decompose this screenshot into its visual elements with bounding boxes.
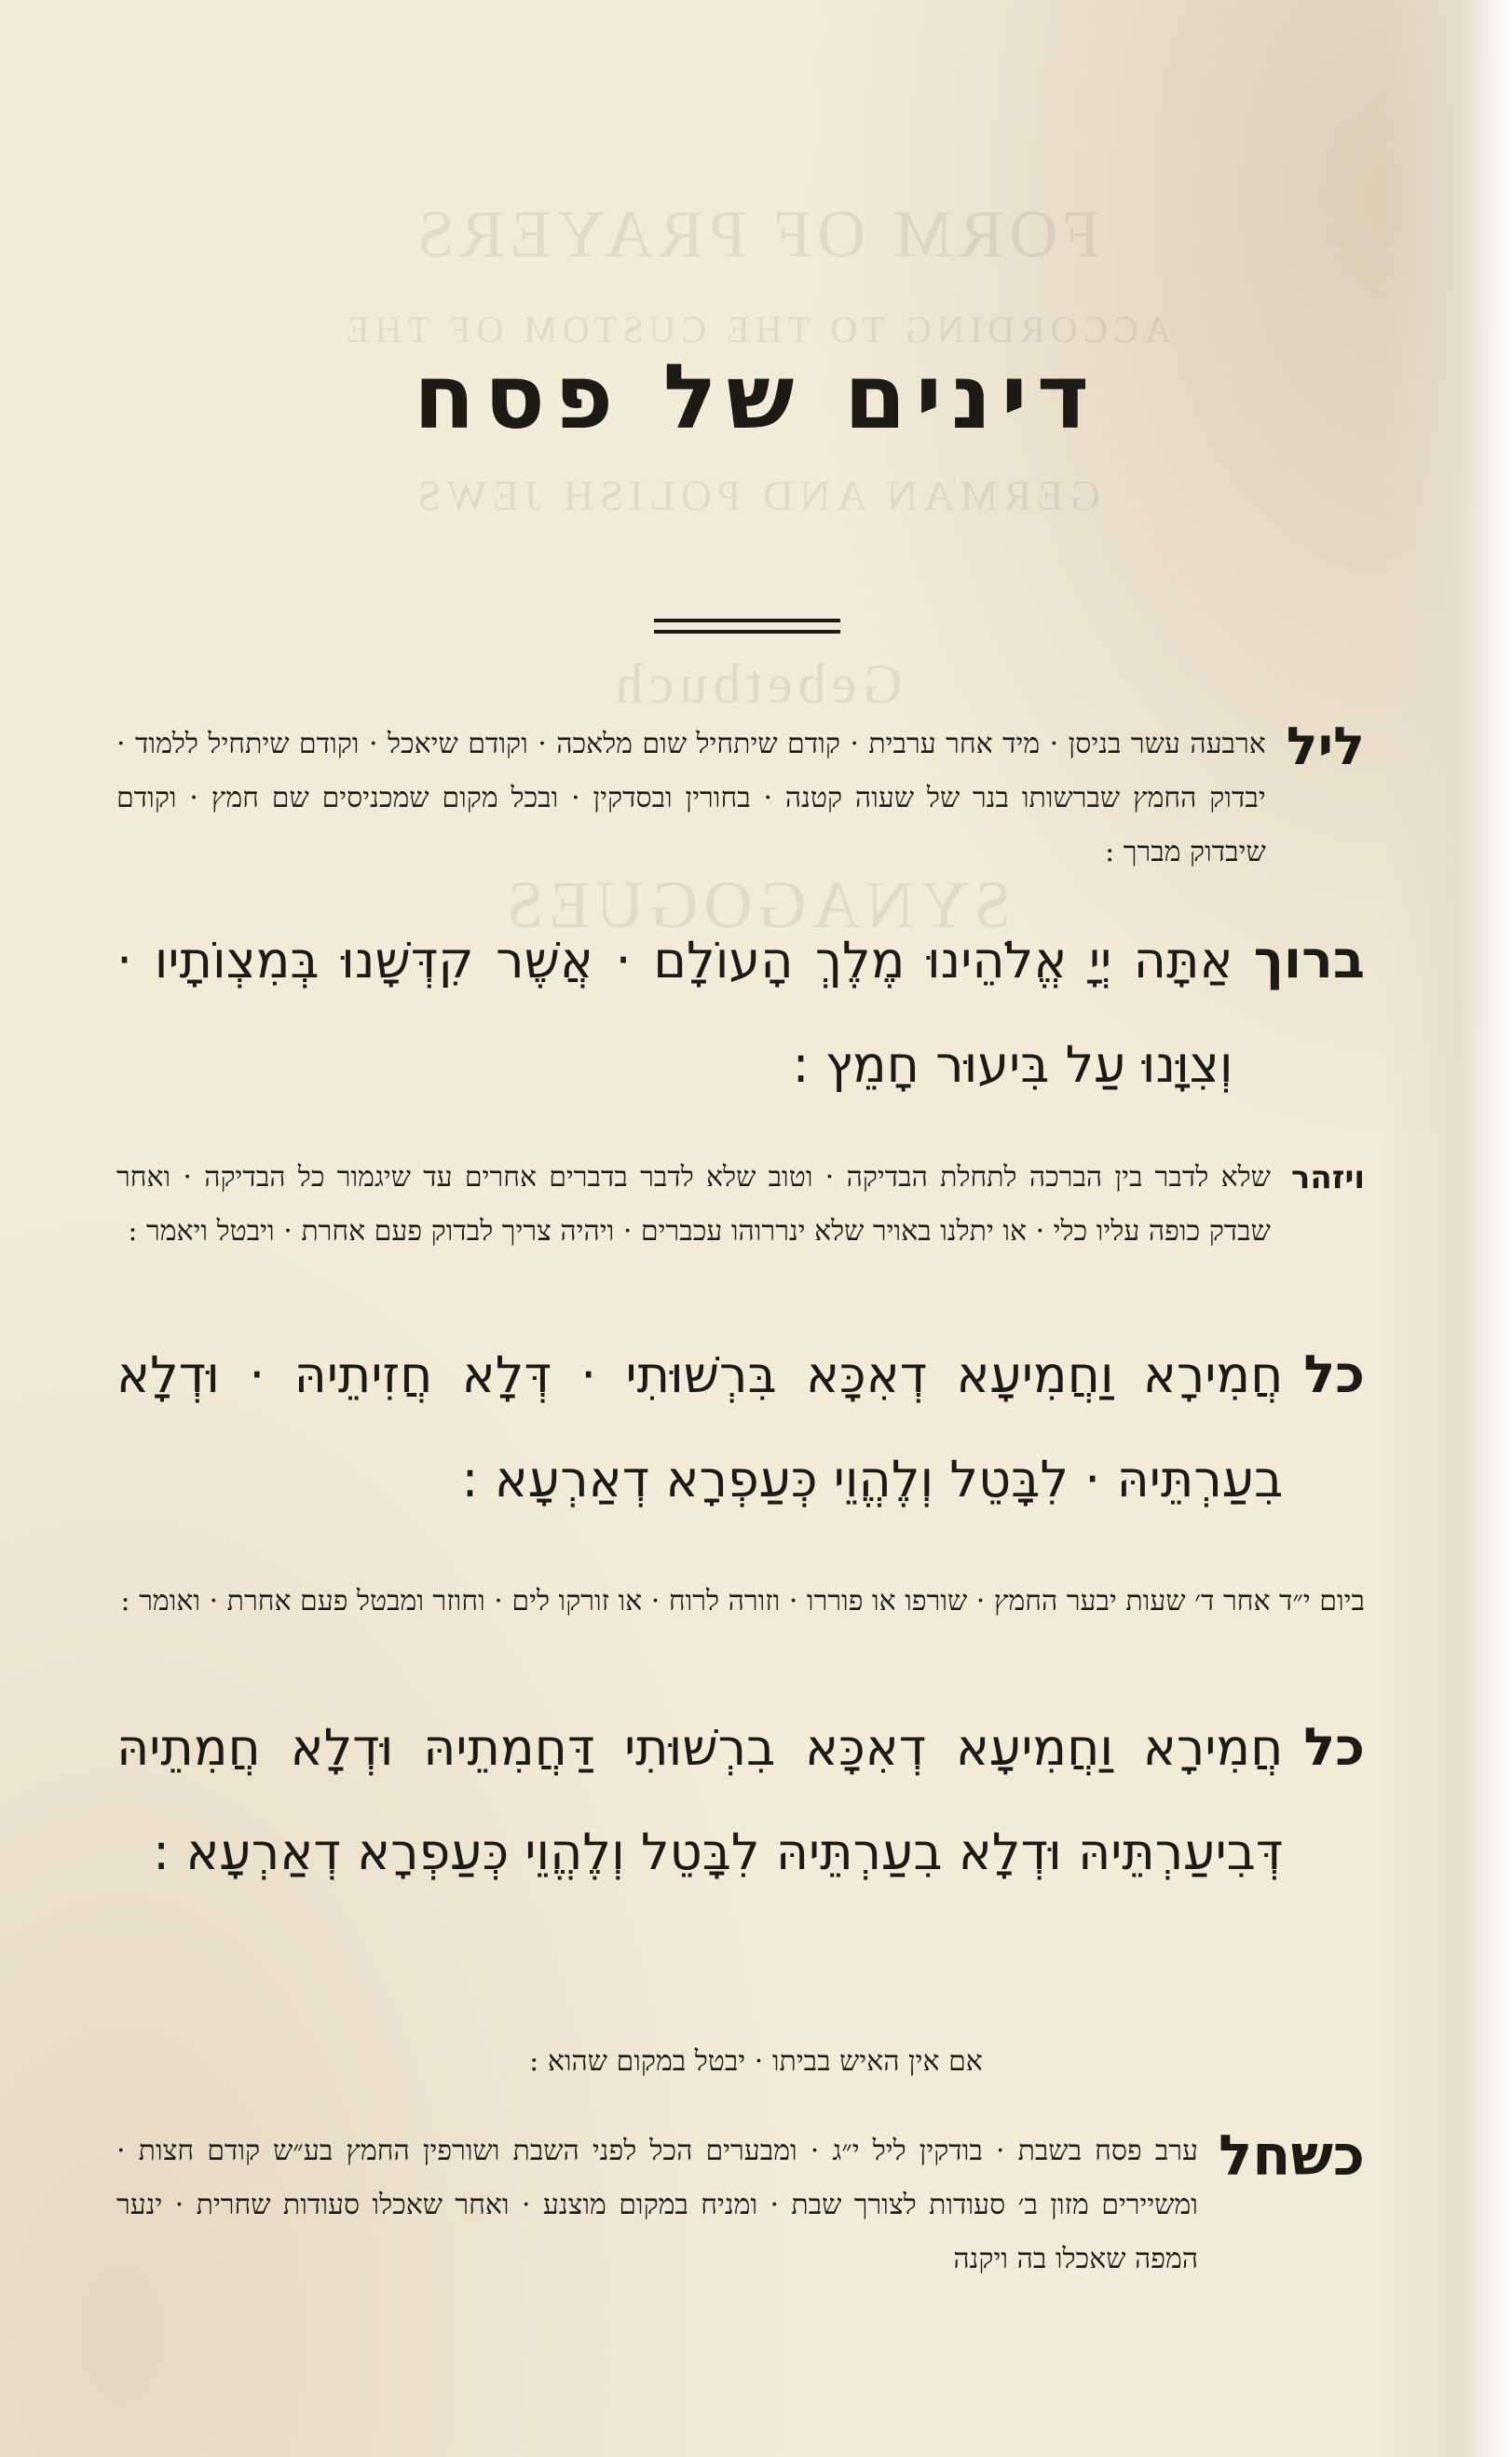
section-burning-day: [116, 1575, 1365, 1629]
lead-word: כשחל: [1218, 2123, 1365, 2189]
lead-word: כל: [1303, 1345, 1365, 1405]
nullification-text: חֲמִירָא וַחֲמִיעָא דְאִכָּא בִּרְשׁוּתִי · דְּלָא חֲזִיתֵיהּ · וּדְלָא בִעַרְתֵּיהּ · לִבָּטֵל וְלֶהֱוֵי כְּעַפְרָא דְאַרְעָא :: [116, 1345, 1284, 1508]
page-title: דינים של פסח: [413, 345, 1099, 449]
section-caution: [116, 1151, 1365, 1259]
title-rule-bottom: [654, 630, 840, 634]
show-through-line-1: FORM OF PRAYERS: [411, 197, 1101, 271]
section-blessing: [116, 908, 1365, 1117]
title-rule-top: [654, 619, 840, 622]
paragraph-text: ערב פסח בשבת · בודקין ליל י״ג · ומבערים הכל לפני השבת ושורפין החמץ בע״ש קודם חצות · ומשיירים מזון ב׳ סעודות לצורך שבת · ומניח במקום מוצנע · ואחר שאכלו סעודות שחרית · ינער המפה שאכלו בה ויקנה: [116, 2135, 1198, 2275]
show-through-line-4: Gebetbuch: [609, 653, 903, 715]
lead-word: ליל: [1286, 717, 1365, 777]
paragraph-text: ביום י״ד אחר ד׳ שעות יבער החמץ · שורפו או פוררו · וזורה לרוח · או זורקו לים · וחוזר ומבטל פעם אחרת · ואומר :: [120, 1585, 1365, 1618]
paragraph-text: ארבעה עשר בניסן · מיד אחר ערבית · קודם שיתחיל שום מלאכה · וקודם שיאכל · וקודם שיתחיל ללמוד · יבדוק החמץ שברשותו בנר של שעוה קטנה · בחורין ובסדקין · ובכל מקום שמכניסים שם חמץ · וקודם שיבדוק מברך :: [116, 728, 1266, 868]
paragraph-text: שלא לדבר בין הברכה לתחלת הבדיקה · וטוב שלא לדבר בדברים אחרים עד שיגמור כל הבדיקה · ואחר שבדק כופה עליו כלי · או יתלנו באויר שלא ינררוהו עכברים · ויהיה צריך לבדוק פעם אחרת · ויבטל ויאמר :: [116, 1161, 1271, 1248]
show-through-line-2: ACCORDING TO THE CUSTOM OF THE: [341, 308, 1171, 350]
section-nullification-day: [116, 1696, 1365, 1904]
section-away-from-home: אם אין האיש בביתו · יבטל במקום שהוא :: [529, 2045, 983, 2078]
lead-word: כל: [1303, 1717, 1365, 1778]
lead-word: ויזהר: [1290, 1159, 1365, 1196]
section-shabbat-erev-pesach: [116, 2124, 1365, 2286]
lead-word: ברוך: [1253, 930, 1365, 990]
section-search-intro: [116, 717, 1365, 880]
show-through-line-3: GERMAN AND POLISH JEWS: [412, 471, 1100, 519]
show-through-line-5: SYNAGOGUES: [500, 867, 1012, 942]
nullification-text: חֲמִירָא וַחֲמִיעָא דְאִכָּא בִרְשׁוּתִי דַּחֲמִתֵיהּ וּדְלָא חֲמִתֵיהּ דְּבִיעַרְתֵּיהּ וּדְלָא בִעַרְתֵּיהּ לִבָּטֵל וְלֶהֱוֵי כְּעַפְרָא דְאַרְעָא :: [116, 1718, 1284, 1881]
blessing-text: אַתָּה יְיָ אֱלֹהֵינוּ מֶלֶךְ הָעוֹלָם · אֲשֶׁר קִדְּשָׁנוּ בְּמִצְוֹתָיו · וְצִוָּנוּ עַל בִּיעוּר חָמֵץ :: [116, 931, 1233, 1094]
section-nullification-night: [116, 1323, 1365, 1532]
